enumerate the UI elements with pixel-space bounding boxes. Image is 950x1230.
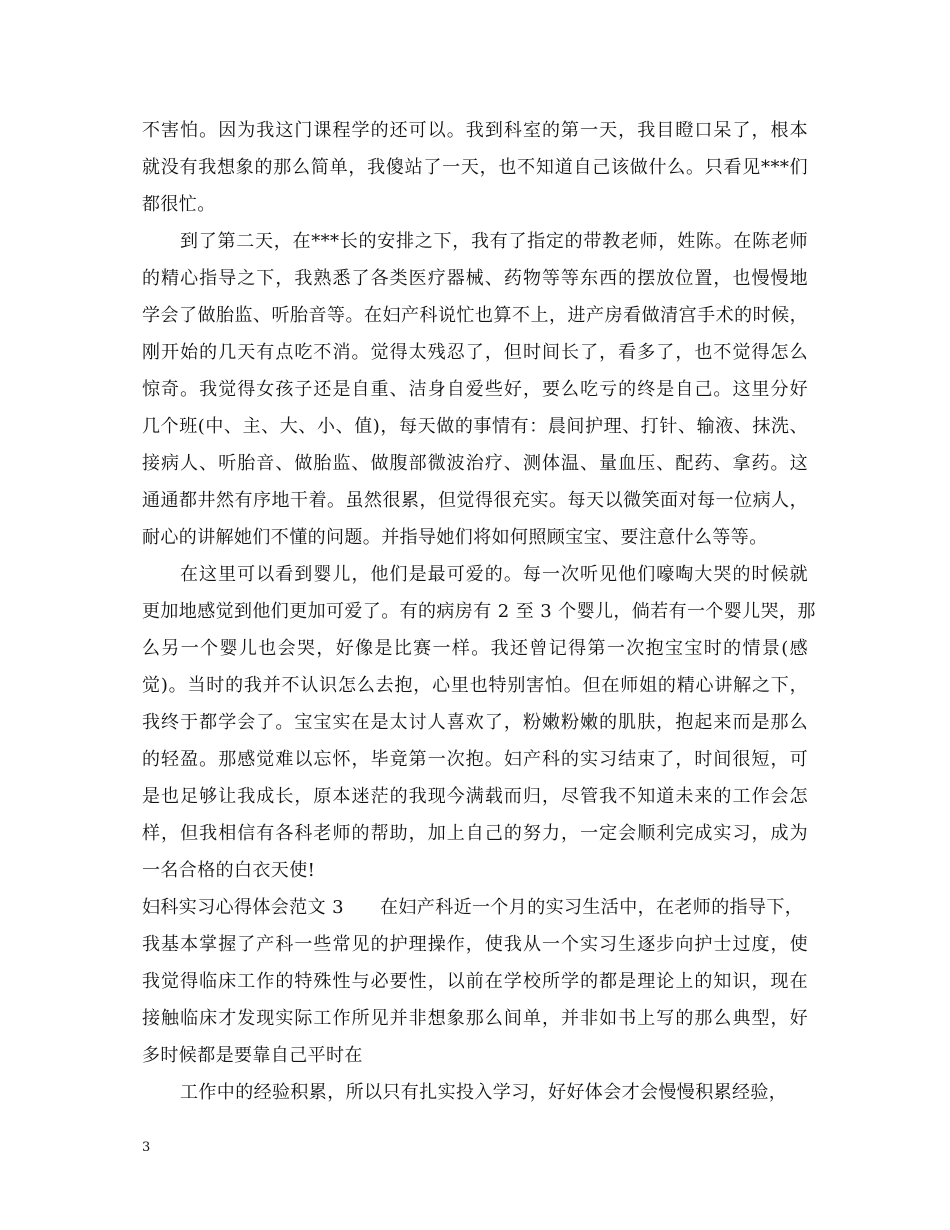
text-line: 刚开始的几天有点吃不消。觉得太残忍了，但时间长了，看多了，也不觉得怎么: [142, 342, 808, 363]
text-line: 耐心的讲解她们不懂的问题。并指导她们将如何照顾宝宝、要注意什么等等。: [142, 527, 768, 548]
section-heading: 妇科实习心得体会范文 3: [142, 897, 344, 918]
text-line: 的轻盈。那感觉难以忘怀，毕竟第一次抱。妇产科的实习结束了，时间很短，可: [142, 749, 808, 770]
text-line: 我基本掌握了产科一些常见的护理操作，使我从一个实习生逐步向护士过度，使: [142, 934, 808, 955]
section-heading-line: [142, 898, 803, 918]
paragraph-first-line: 到了第二天，在***长的安排之下，我有了指定的带教老师，姓陈。在陈老师: [180, 231, 808, 252]
text-line: 多时候都是要靠自己平时在: [142, 1045, 363, 1066]
text-line: 学会了做胎监、听胎音等。在妇产科说忙也算不上，进产房看做清宫手术的时候，: [142, 305, 808, 326]
text-line: 是也足够让我成长，原本迷茫的我现今满载而归，尽管我不知道未来的工作会怎: [142, 786, 808, 807]
text-line: 我觉得临床工作的特殊性与必要性，以前在学校所学的都是理论上的知识，现在: [142, 971, 808, 992]
text-line: 接病人、听胎音、做胎监、做腹部微波治疗、测体温、量血压、配药、拿药。这: [142, 453, 808, 474]
text-line: 通通都井然有序地干着。虽然很累，但觉得很充实。每天以微笑面对每一位病人，: [142, 490, 808, 511]
text-line: 接触临床才发现实际工作所见并非想象那么间单，并非如书上写的那么典型，好: [142, 1008, 808, 1029]
text-line: 么另一个婴儿也会哭，好像是比赛一样。我还曾记得第一次抱宝宝时的情景(感: [142, 638, 808, 659]
text-line: 几个班(中、主、大、小、值)，每天做的事情有：晨间护理、打针、输液、抹洗、: [142, 416, 808, 437]
text-line: 惊奇。我觉得女孩子还是自重、洁身自爱些好，要么吃亏的终是自己。这里分好: [142, 379, 808, 400]
text-line: 的精心指导之下，我熟悉了各类医疗器械、药物等等东西的摆放位置，也慢慢地: [142, 268, 808, 289]
paragraph-first-line: 工作中的经验积累，所以只有扎实投入学习，好好体会才会慢慢积累经验，: [180, 1082, 788, 1103]
text-line: 更加地感觉到他们更加可爱了。有的病房有 2 至 3 个婴儿，倘若有一个婴儿哭，那: [142, 601, 816, 622]
page-number: 3: [142, 1140, 151, 1155]
text-line: 我终于都学会了。宝宝实在是太讨人喜欢了，粉嫩粉嫩的肌肤，抱起来而是那么: [142, 712, 808, 733]
text-line: 就没有我想象的那么简单，我傻站了一天，也不知道自己该做什么。只看见***们: [142, 157, 808, 178]
text-line: 在妇产科近一个月的实习生活中，在老师的指导下，: [380, 897, 804, 918]
text-line: 觉)。当时的我并不认识怎么去抱，心里也特别害怕。但在师姐的精心讲解之下，: [142, 675, 808, 696]
text-line: 样，但我相信有各科老师的帮助，加上自己的努力，一定会顺利完成实习，成为: [142, 823, 808, 844]
text-line: 一名合格的白衣天使!: [142, 860, 316, 881]
paragraph-first-line: 在这里可以看到婴儿，他们是最可爱的。每一次听见他们嚎啕大哭的时候就: [180, 564, 808, 585]
text-line: 不害怕。因为我这门课程学的还可以。我到科室的第一天，我目瞪口呆了，根本: [142, 120, 808, 141]
text-line: 都很忙。: [142, 194, 216, 215]
